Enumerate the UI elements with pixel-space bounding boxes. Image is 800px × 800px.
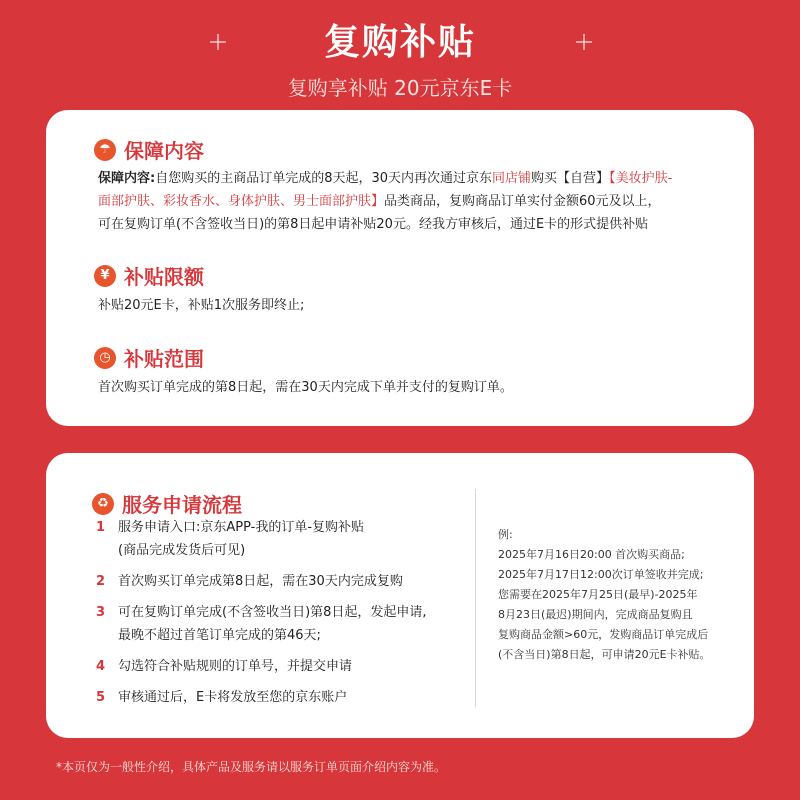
- categories-line2: 面部护肤、彩妆香水、身体护肤、男士面部护肤】: [98, 194, 385, 209]
- guarantee-text-line3: 可在复购订单(不含签收当日)的第8日起申请补贴20元。经我方审核后，通过E卡的形式提供补贴: [98, 217, 649, 232]
- flow-icon: ♻: [92, 493, 114, 515]
- footer-note: *本页仅为一般性介绍，具体产品及服务请以服务订单页面介绍内容为准。: [56, 760, 447, 774]
- process-header: [92, 489, 242, 518]
- step-number: 3: [96, 605, 106, 620]
- step-note: 最晚不超过首笔订单完成的第46天;: [118, 628, 321, 643]
- guarantee-header: [94, 135, 204, 164]
- step-text: 审核通过后，E卡将发放至您的京东账户: [118, 690, 348, 705]
- same-store-link[interactable]: 同店铺: [492, 171, 532, 186]
- step-item: [96, 516, 476, 562]
- page-title: 复购补贴: [323, 22, 476, 63]
- clock-icon: ◷: [94, 347, 116, 369]
- example-line: 2025年7月16日20:00 首次购买商品;: [498, 548, 685, 561]
- example-line: 您需要在2025年7月25日(最早)-2025年: [498, 588, 698, 601]
- process-card: [46, 453, 754, 738]
- scope-title: 补贴范围: [124, 347, 204, 371]
- step-text: 服务申请入口:京东APP-我的订单-复购补贴: [118, 520, 365, 535]
- guarantee-text-part3: 品类商品，复购商品订单实付金额60元及以上，: [384, 194, 661, 209]
- guarantee-title: 保障内容: [124, 139, 204, 163]
- guarantee-card: [46, 110, 754, 426]
- scope-text: 首次购买订单完成的第8日起，需在30天内完成下单并支付的复购订单。: [98, 380, 513, 395]
- categories-line1: 【美妆护肤-: [609, 171, 673, 186]
- example-box: [498, 525, 748, 665]
- example-line: 复购商品金额>60元，发购商品订单完成后: [498, 628, 709, 641]
- process-steps: [96, 516, 476, 717]
- step-item: [96, 686, 476, 709]
- guarantee-text-part1: 自您购买的主商品订单完成的8天起，30天内再次通过京东: [155, 171, 493, 186]
- scope-header: [94, 343, 204, 372]
- step-number: 1: [96, 520, 106, 535]
- umbrella-icon: ☂: [94, 139, 116, 161]
- guarantee-label: 保障内容:: [98, 171, 156, 186]
- divider: [475, 489, 476, 707]
- guarantee-text-part2: 购买【自营】: [531, 171, 610, 186]
- limit-header: [94, 261, 204, 290]
- step-item: [96, 601, 476, 647]
- example-line: 2025年7月17日12:00次订单签收并完成;: [498, 568, 704, 581]
- header: [0, 0, 800, 110]
- step-item: [96, 570, 476, 593]
- yen-icon: ¥: [94, 265, 116, 287]
- step-text: 可在复购订单完成(不含签收当日)第8日起，发起申请,: [118, 605, 427, 620]
- limit-text: 补贴20元E卡，补贴1次服务即终止;: [98, 298, 305, 313]
- step-text: 勾选符合补贴规则的订单号，并提交申请: [118, 659, 353, 674]
- step-number: 2: [96, 574, 106, 589]
- example-line: (不含当日)第8日起，可申请20元E卡补贴。: [498, 648, 711, 661]
- guarantee-text: [98, 167, 738, 236]
- example-line: 8月23日(最迟)期间内，完成商品复购且: [498, 608, 693, 621]
- step-number: 4: [96, 659, 106, 674]
- step-text: 首次购买订单完成第8日起，需在30天内完成复购: [118, 574, 403, 589]
- example-label: 例:: [498, 528, 513, 541]
- step-note: (商品完成发货后可见): [118, 543, 246, 558]
- step-item: [96, 655, 476, 678]
- page-subtitle: 复购享补贴 20元京东E卡: [287, 76, 513, 100]
- process-title: 服务申请流程: [122, 493, 242, 517]
- sparkle-icon: [576, 34, 592, 50]
- step-number: 5: [96, 690, 106, 705]
- limit-title: 补贴限额: [124, 265, 204, 289]
